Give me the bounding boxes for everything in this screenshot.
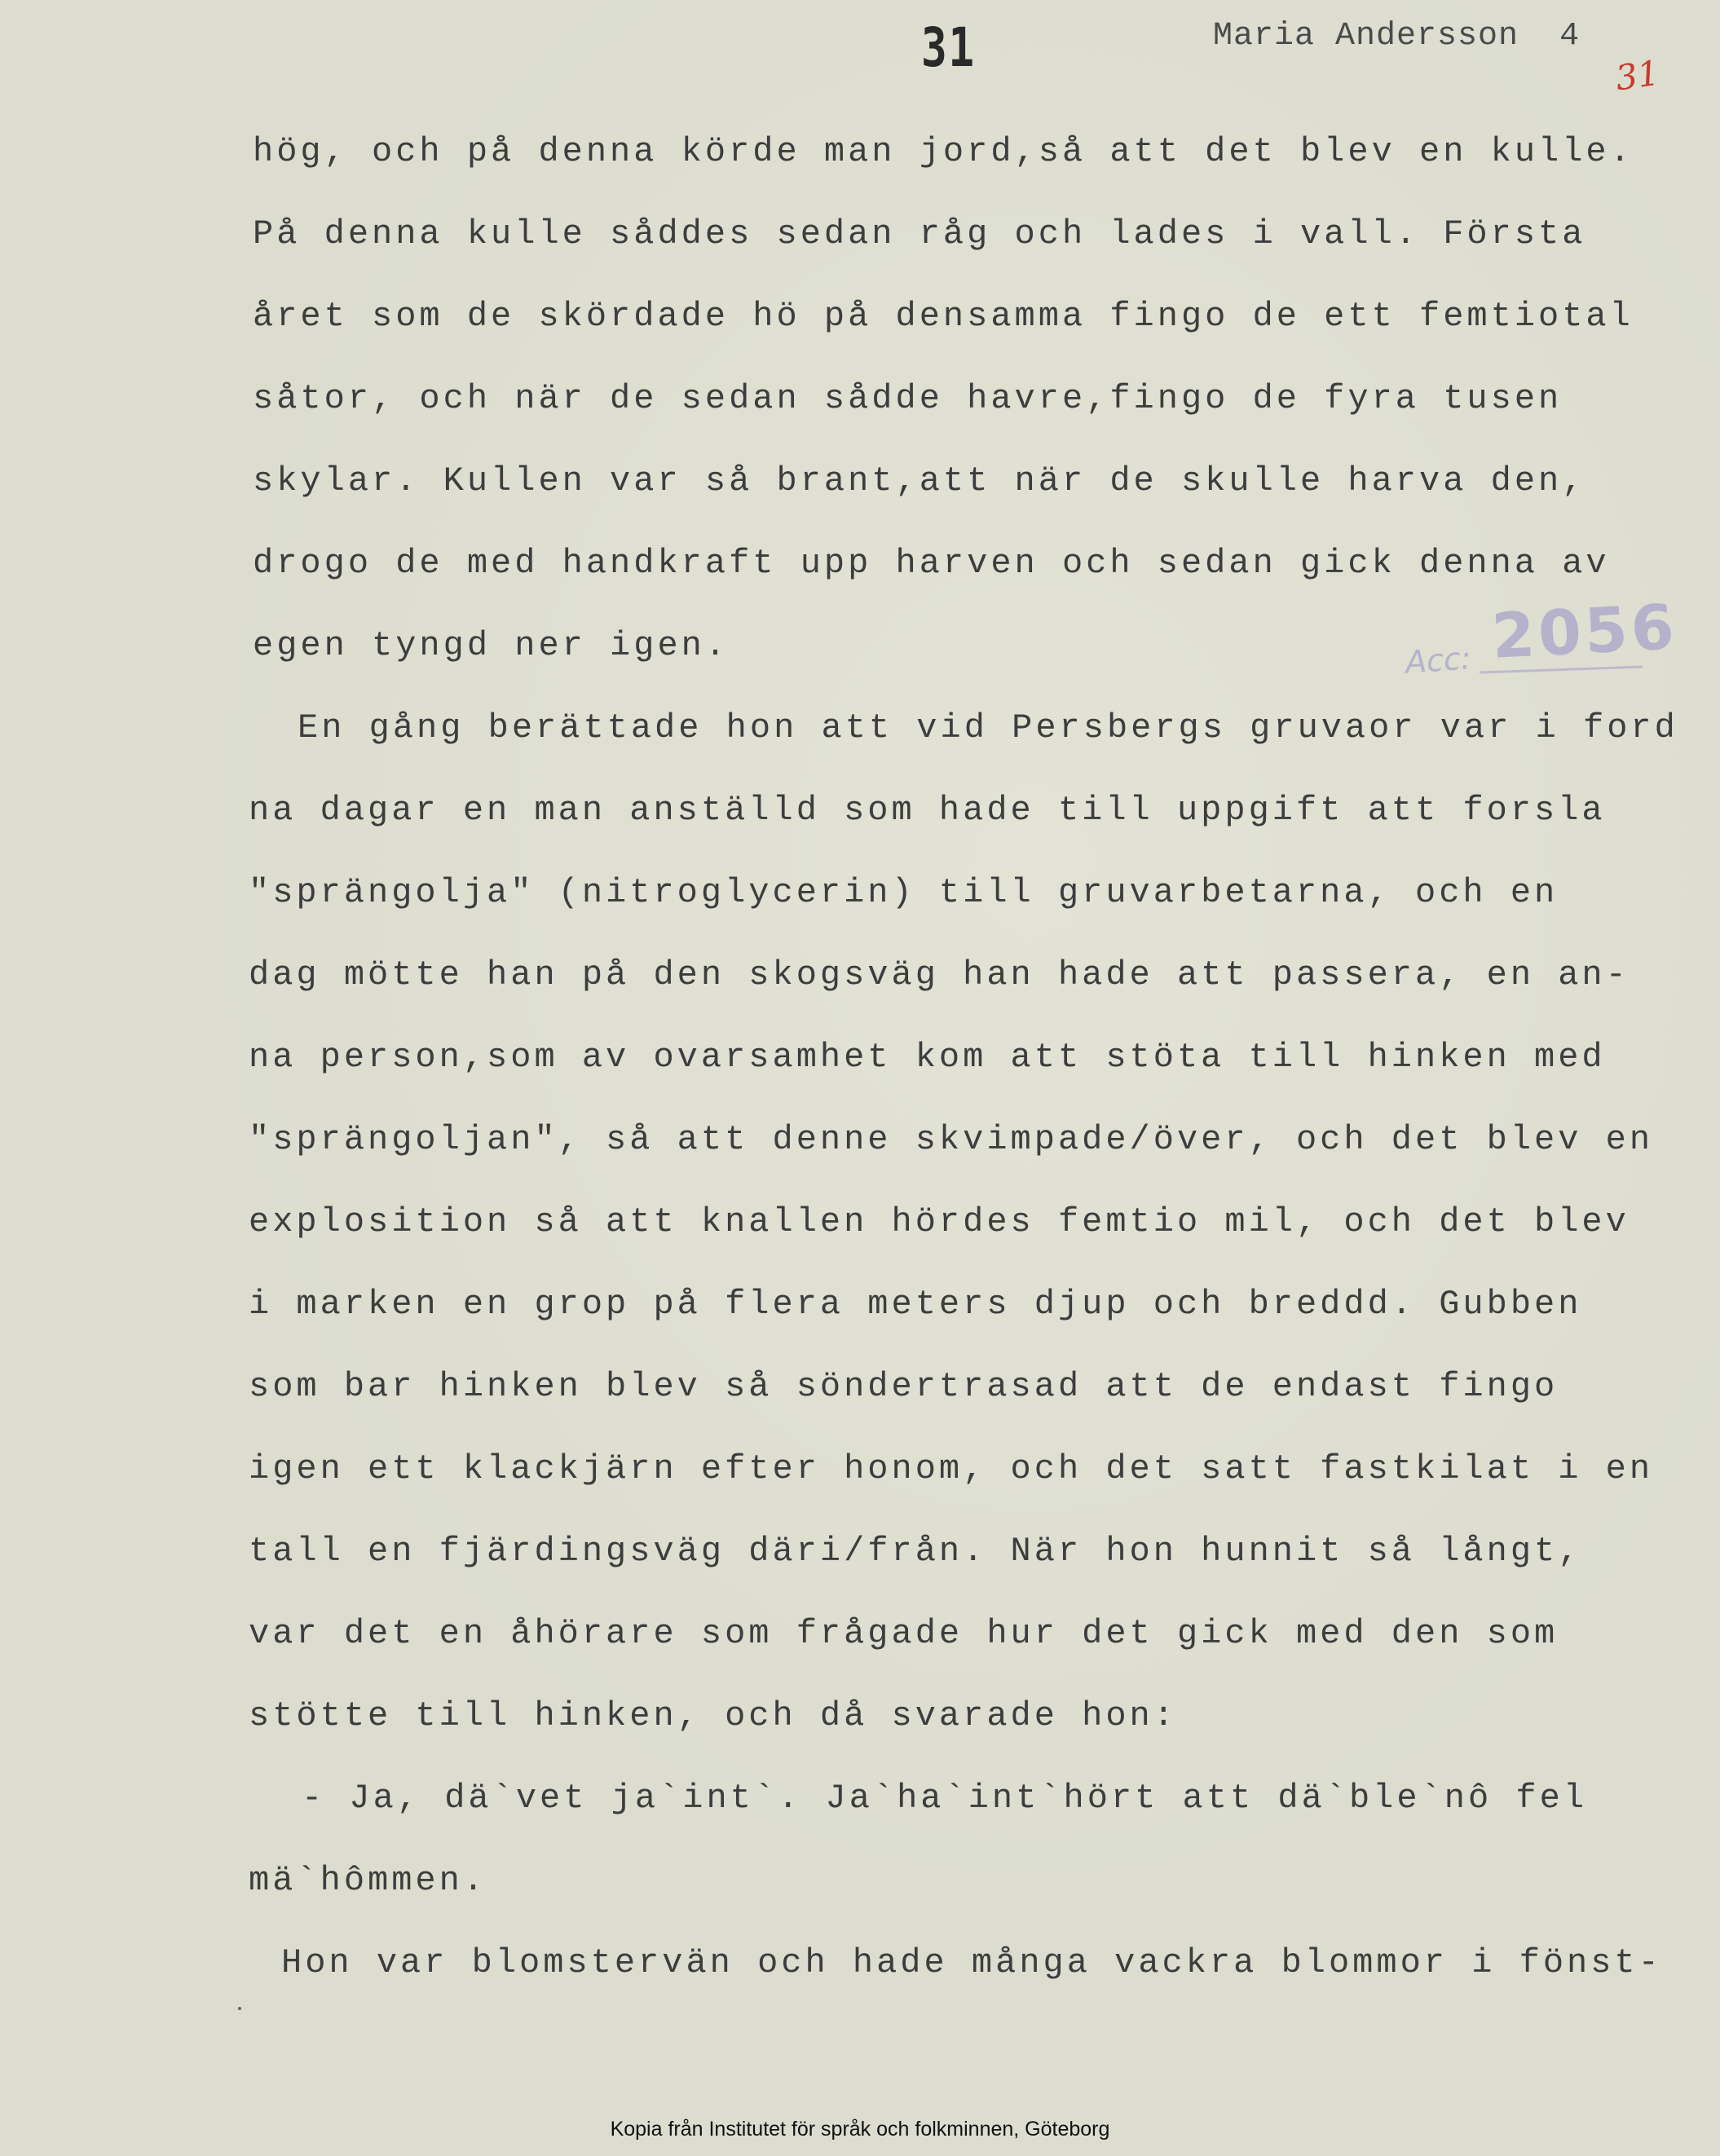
text-line: Hon var blomstervän och hade många vackra blommor i fönst- [281,1943,1662,1982]
text-line: året som de skördade hö på densamma fingo de ett femtiotal [253,297,1634,336]
text-line: na person,som av ovarsamhet kom att stöta till hinken med [249,1038,1606,1077]
archive-footer: Kopia från Institutet för språk och folkminnen, Göteborg [610,2118,1110,2141]
text-line: drogo de med handkraft upp harven och sedan gick denna av [253,544,1610,583]
text-line: "sprängoljan", så att denne skvimpade/över, och det blev en [249,1120,1654,1159]
informant-name: Maria Andersson [1213,18,1519,55]
text-line: mä`hômmen. [249,1861,487,1900]
informant-name-header [1213,18,1580,55]
text-line: tall en fjärdingsväg däri/från. När hon hunnit så långt, [249,1532,1582,1571]
stamp-prefix: Acc: [1404,640,1473,681]
text-line: var det en åhörare som frågade hur det gick med den som [249,1614,1559,1653]
accession-stamp [1394,590,1679,693]
text-line: "sprängolja" (nitroglycerin) till gruvarbetarna, och en [249,873,1559,912]
stamp-number: 2056 [1489,590,1679,672]
page-number: 31 [921,16,976,79]
text-line: explosition så att knallen hördes femtio mil, och det blev [249,1202,1630,1241]
text-line: hög, och på denna körde man jord,så att det blev en kulle. [253,132,1634,171]
text-line: igen ett klackjärn efter honom, och det satt fastkilat i en [249,1449,1654,1488]
text-line: dag mötte han på den skogsväg han hade att passera, en an- [249,955,1630,994]
text-line: såtor, och när de sedan sådde havre,fingo de fyra tusen [253,379,1563,418]
text-line: På denna kulle såddes sedan råg och lades i vall. Första [253,214,1586,254]
handwritten-page-number: 31 [1612,52,1662,99]
sheet-number: 4 [1559,18,1581,55]
text-line: i marken en grop på flera meters djup och breddd. Gubben [249,1285,1582,1324]
text-line: - Ja, dä`vet ja`int`. Ja`ha`int`hört att dä`ble`nô fel [302,1779,1588,1818]
text-line: egen tyngd ner igen. [253,626,730,665]
text-line: En gång berättade hon att vid Persbergs gruvaor var i ford [298,708,1678,747]
text-line: na dagar en man anställd som hade till uppgift att forsla [249,791,1606,830]
text-line: stötte till hinken, och då svarade hon: [249,1696,1177,1735]
text-line: som bar hinken blev så söndertrasad att de endast fingo [249,1367,1559,1406]
text-line: skylar. Kullen var så brant,att när de skulle harva den, [253,461,1586,500]
ink-dot [238,2007,241,2010]
